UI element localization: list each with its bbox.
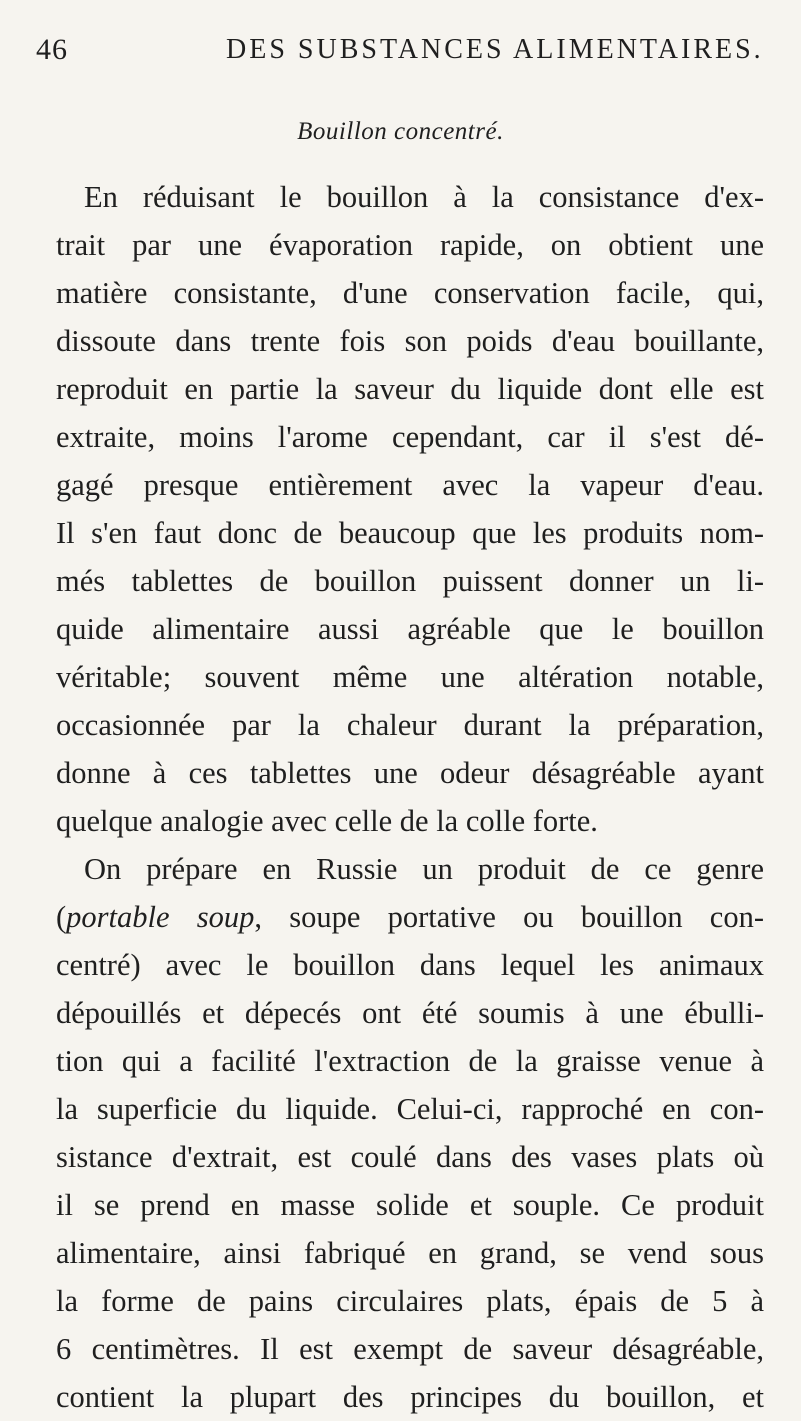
text-line: dépouillés et dépecés ont été soumis à une ébulli- [56, 996, 764, 1030]
running-title: DES SUBSTANCES ALIMENTAIRES. [226, 34, 764, 65]
text-line: véritable; souvent même une altération notable, [56, 660, 764, 694]
text-line: En réduisant le bouillon à la consistance d'ex- [84, 180, 764, 214]
text-line: occasionnée par la chaleur durant la préparation, [56, 708, 764, 742]
text-line: sistance d'extrait, est coulé dans des vases plats où [56, 1140, 764, 1174]
text-line: Il s'en faut donc de beaucoup que les produits nom- [56, 516, 764, 550]
text-line: matière consistante, d'une conservation facile, qui, [56, 276, 764, 310]
text-line: On prépare en Russie un produit de ce genre [84, 852, 764, 886]
italic-term: portable soup [66, 900, 255, 934]
paragraph-1 [56, 173, 764, 845]
page-number: 46 [36, 33, 68, 66]
section-title: Bouillon concentré. [297, 118, 504, 145]
text-line: extraite, moins l'arome cependant, car il s'est dé- [56, 420, 764, 454]
text-line: contient la plupart des principes du bouillon, et [56, 1380, 764, 1414]
text-line: alimentaire, ainsi fabriqué en grand, se vend sous [56, 1236, 764, 1270]
text-line: centré) avec le bouillon dans lequel les animaux [56, 948, 764, 982]
running-head [36, 30, 776, 70]
text-line-with-italic [56, 893, 764, 941]
text-line: quide alimentaire aussi agréable que le bouillon [56, 612, 764, 646]
open-paren: ( [56, 900, 67, 934]
text-line: il se prend en masse solide et souple. Ce produit [56, 1188, 764, 1222]
text-line: reproduit en partie la saveur du liquide dont elle est [56, 372, 764, 406]
text-line: la forme de pains circulaires plats, épais de 5 à [56, 1284, 764, 1318]
text-line: quelque analogie avec celle de la colle forte. [56, 804, 598, 838]
text-line: la superficie du liquide. Celui-ci, rapproché en con- [56, 1092, 764, 1126]
text-line: 6 centimètres. Il est exempt de saveur désagréable, [56, 1332, 764, 1366]
text-line: gagé presque entièrement avec la vapeur d'eau. [56, 468, 764, 502]
text-run: , soupe portative ou bouillon con- [254, 900, 764, 934]
text-line: donne à ces tablettes une odeur désagréable ayant [56, 756, 764, 790]
text-line: tion qui a facilité l'extraction de la graisse venue à [56, 1044, 764, 1078]
paragraph-2 [56, 845, 764, 1421]
text-line: dissoute dans trente fois son poids d'eau bouillante, [56, 324, 764, 358]
text-line: trait par une évaporation rapide, on obtient une [56, 228, 764, 262]
body-text [56, 173, 764, 1421]
text-line: més tablettes de bouillon puissent donner un li- [56, 564, 764, 598]
